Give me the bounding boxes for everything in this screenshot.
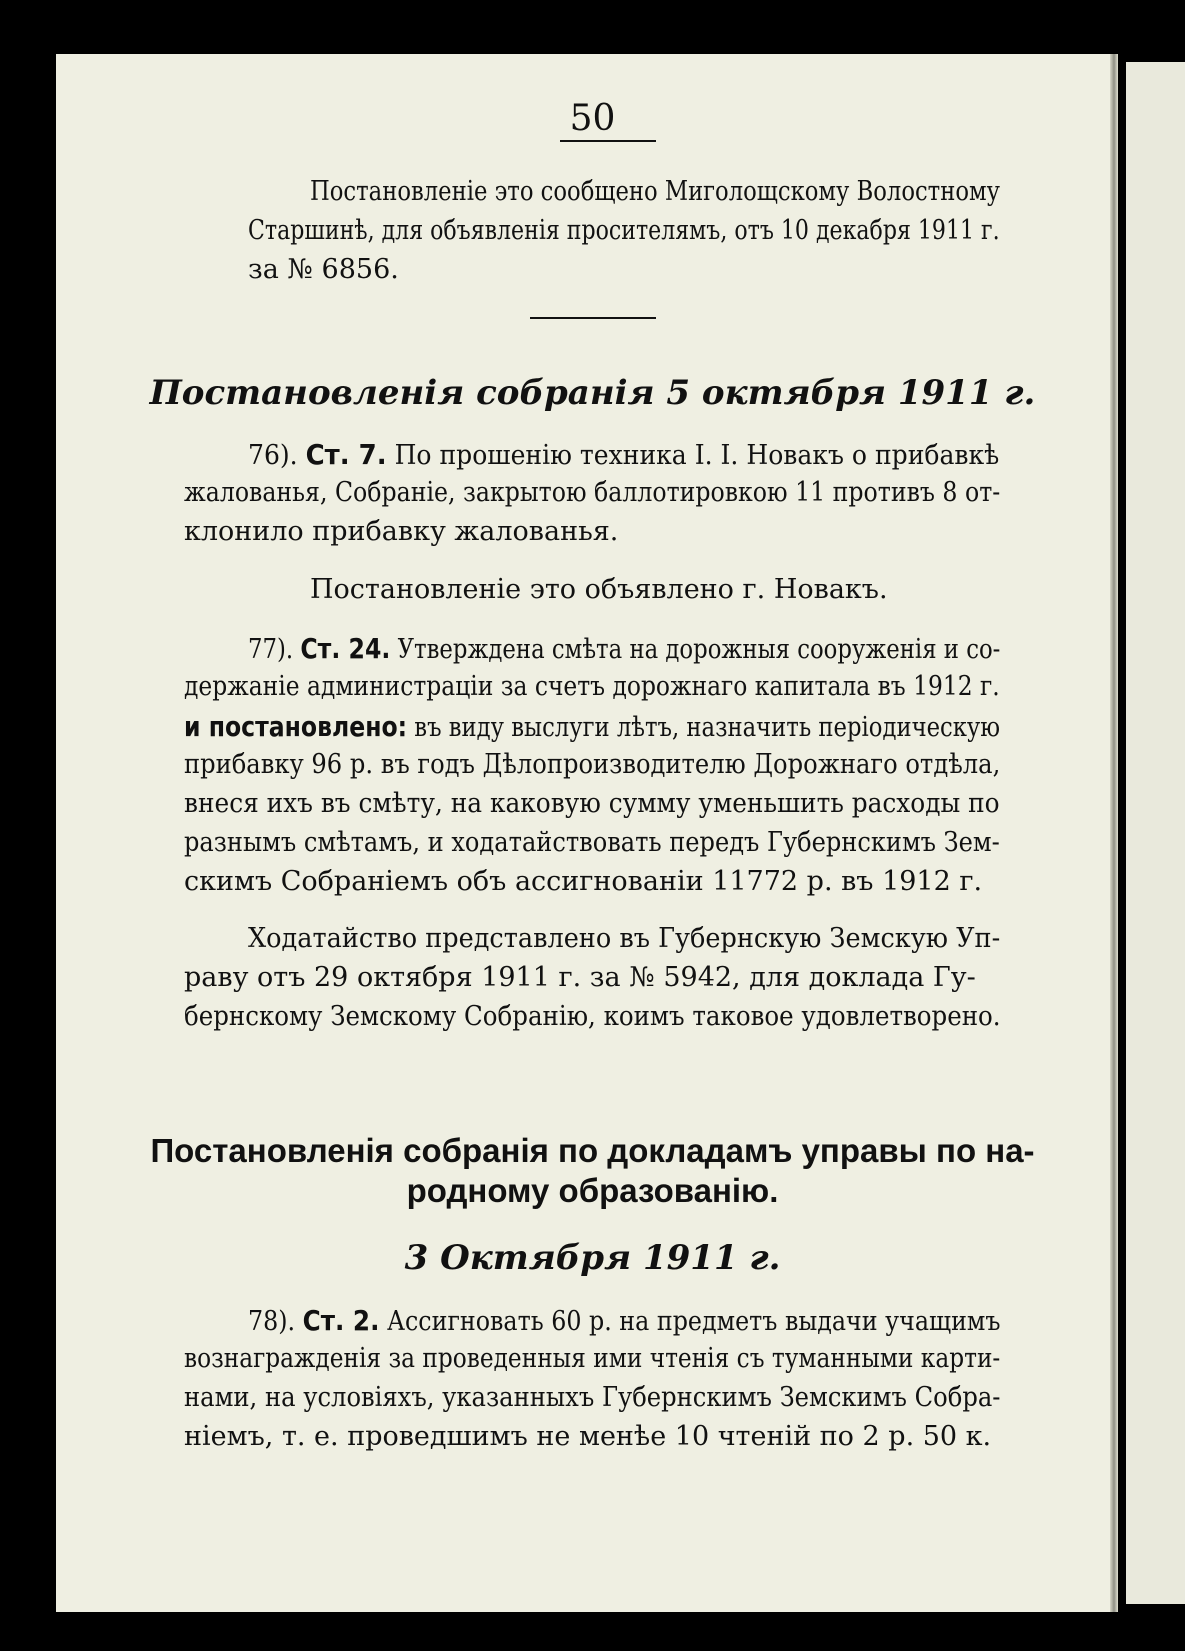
page-number: 50: [569, 98, 616, 139]
item78-line3: нами, на условіяхъ, указанныхъ Губернскимъ Земскимъ Собра-: [184, 1382, 1001, 1413]
para1-line3: за № 6856.: [248, 254, 399, 285]
item77-line7: скимъ Собраніемъ объ ассигнованіи 11772 р. въ 1912 г.: [184, 866, 983, 897]
book-spine: [1110, 54, 1118, 1612]
item76-line2: жалованья, Собраніе, закрытою баллотировкою 11 противъ 8 от-: [184, 477, 1001, 508]
heading-education-line1: Постановленія собранія по докладамъ управы по на-: [150, 1132, 1035, 1169]
item76-line1: 76). Ст. 7. По прошенію техника І. І. Новакъ о прибавкѣ: [248, 438, 1000, 471]
item76-note: Постановленіе это объявлено г. Новакъ.: [310, 574, 888, 605]
item78-line4: ніемъ, т. е. проведшимъ не менѣе 10 чтеній по 2 р. 50 к.: [184, 1421, 992, 1452]
item77-note-line1: Ходатайство представлено въ Губернскую Земскую Уп-: [248, 923, 1001, 954]
heading-session-5-october: Постановленія собранія 5 октября 1911 г.: [149, 373, 1036, 413]
item77-line2: держаніе администраціи за счетъ дорожнаго капитала въ 1912 г.: [184, 671, 1000, 702]
heading-education-line2: родному образованію.: [406, 1172, 779, 1209]
heading-3-october: 3 Октября 1911 г.: [404, 1238, 781, 1278]
page-number-rule: [560, 140, 656, 142]
item77-line3: и постановлено: въ виду выслуги лѣтъ, назначить періодическую: [184, 710, 1001, 743]
item78-line1: 78). Ст. 2. Ассигновать 60 р. на предметъ выдачи учащимъ: [248, 1304, 1001, 1337]
item78-line2: вознагражденія за проведенныя ими чтенія съ туманными карти-: [184, 1343, 1001, 1374]
para1-line1: Постановленіе это сообщено Миголощскому Волостному: [310, 176, 1000, 207]
section-divider: [530, 317, 656, 319]
item77-note-line3: бернскому Земскому Собранію, коимъ таковое удовлетворено.: [184, 1001, 1001, 1032]
item77-line1: 77). Ст. 24. Утверждена смѣта на дорожныя сооруженія и со-: [248, 632, 1001, 665]
para1-line2: Старшинѣ, для объявленія просителямъ, отъ 10 декабря 1911 г.: [248, 215, 1000, 246]
item77-line5: внеся ихъ въ смѣту, на каковую сумму уменьшить расходы по: [184, 788, 1000, 819]
item77-note-line2: раву отъ 29 октября 1911 г. за № 5942, для доклада Гу-: [184, 962, 976, 993]
item77-line6: разнымъ смѣтамъ, и ходатайствовать передъ Губернскимъ Зем-: [184, 827, 1000, 858]
adjacent-page-edge: [1126, 62, 1185, 1604]
item77-line4: прибавку 96 р. въ годъ Дѣлопроизводителю Дорожнаго отдѣла,: [184, 749, 1001, 780]
item76-line3: клонило прибавку жалованья.: [184, 516, 619, 547]
